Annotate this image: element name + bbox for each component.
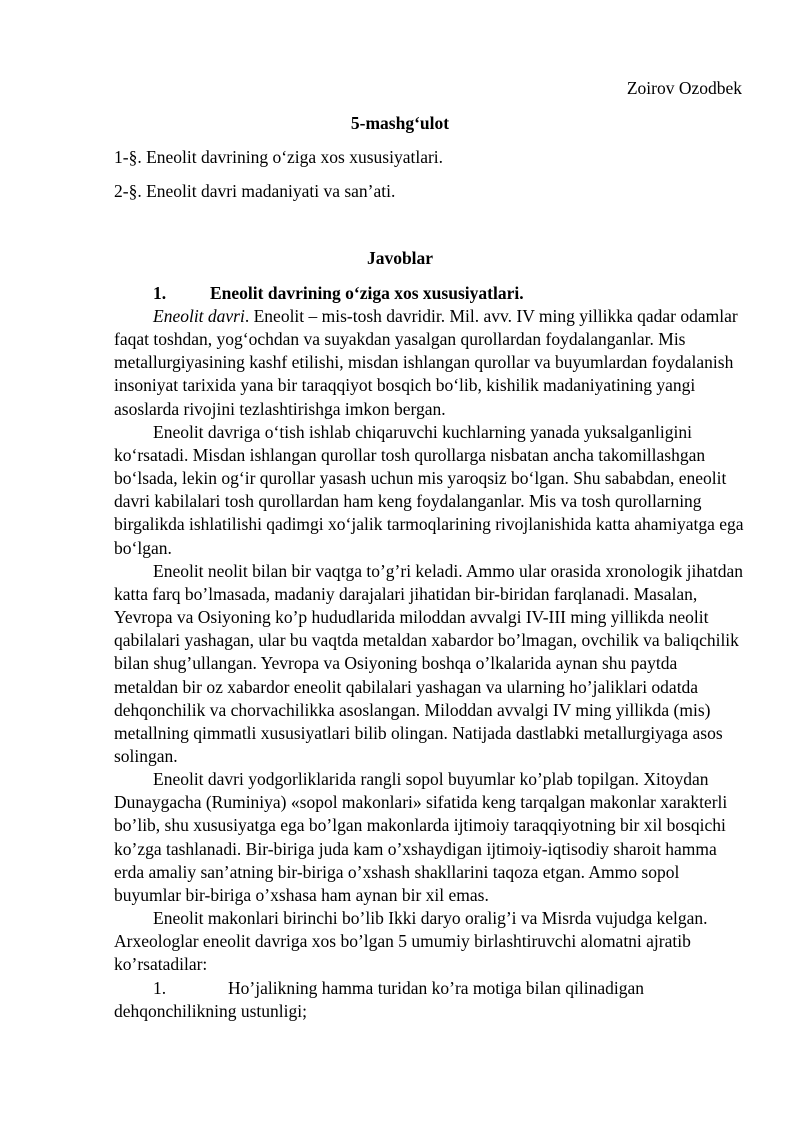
paragraph-3: Eneolit neolit bilan bir vaqtga to’g’ri keladi. Ammo ular orasida xronologik jihatdan katta farq bo’lmasada, madaniy darajalari jihatidan bir-biridan farqlanadi. Masalan, Yevropa va Osiyoning ko’p hududlarida miloddan avvalgi IV-III ming yillikda neolit qabilalari yashagan, ular bu vaqtda metaldan xabardor bo’lmagan, ovchilik va baliqchilik bilan shug’ullangan. Yevropa va Osiyoning boshqa o’lkalarida aynan shu paytda metaldan bir oz xabardor eneolit qabilalari yashagan va ularning ho’jaliklari odatda dehqonchilik va chorvachilikka asoslangan. Miloddan avvalgi IV ming yillikda (mis) metallning qimmatli xususiyatlari bilib olingan. Natijada dastlabki metallurgiyaga asos solingan. — [114, 560, 744, 766]
paragraph-text: . Eneolit – mis-tosh davridir. Mil. avv. IV ming yillikka qadar odamlar faqat toshdan, yog‘ochdan va suyakdan yasalgan qurollardan foydalanganlar. Mis metallurgiyasining kashf etilishi, misdan ishlangan qurollar va buyumlardan foydalanish insoniyat tarixida yana bir taraqqiyot bosqich bo‘lib, kishilik madaniyatining yangi asoslarda rivojini tezlashtirishga imkon bergan. — [114, 306, 738, 419]
paragraph-4: Eneolit davri yodgorliklarida rangli sopol buyumlar ko’plab topilgan. Xitoydan Dunaygacha (Ruminiya) «sopol makonlari» sifatida keng tarqalgan makonlar xarakterli bo’lib, shu xususiyatga ega bo’lgan makonlarda ijtimoiy taraqqiyotning bir xil bosqichi ko’zga tashlanadi. Bir-biriga juda kam o’xshaydigan ijtimoiy-iqtisodiy sharoit hamma erda amaliy san’atning bir-biriga o’xshash shakllarini taqoza etgan. Ammo sopol buyumlar bir-biriga o’xshasa ham aynan bir xil emas. — [114, 769, 728, 905]
plan-item-2: 2-§. Eneolit davri madaniyati va san’ati. — [114, 181, 396, 201]
paragraph-2: Eneolit davriga o‘tish ishlab chiqaruvchi kuchlarning yanada yuksalganligini ko‘rsatadi. Misdan ishlangan qurollar tosh qurollarga nisbatan ancha takomillashgan bo‘lsada, lekin og‘ir qurollar yasash uchun mis yaroqsiz bo‘lgan. Shu sababdan, eneolit davri kabilalari tosh qurollardan ham keng foydalanganlar. Mis va tosh qurollarning birgalikda ishlatilishi qadimgi xo‘jalik tarmoqlarining rivojlanishida katta ahamiyatga ega bo‘lgan. — [114, 421, 744, 558]
document-title: 5-mashg‘ulot — [350, 113, 450, 133]
plan-item-1: 1-§. Eneolit davrining o‘ziga xos xususiyatlari. — [114, 147, 444, 167]
section-heading — [153, 282, 524, 305]
list-item-1 — [114, 977, 744, 1023]
body-text — [114, 305, 744, 1023]
list-item-number: 1. — [153, 977, 167, 998]
list-item-text: Ho’jalikning hamma turidan ko’ra motiga bilan qilinadigan dehqonchilikning ustunligi; — [114, 977, 645, 1021]
section-title: Eneolit davrining o‘ziga xos xususiyatlari. — [210, 283, 524, 303]
answers-heading: Javoblar — [366, 248, 434, 268]
author-name: Zoirov Ozodbek — [626, 78, 742, 98]
paragraph-1 — [114, 305, 744, 421]
paragraph-lead: Eneolit davri — [153, 306, 245, 326]
section-number: 1. — [153, 283, 167, 303]
paragraph-5: Eneolit makonlari birinchi bo’lib Ikki daryo oralig’i va Misrda vujudga kelgan. Arxeologlar eneolit davriga xos bo’lgan 5 umumiy birlashtiruvchi alomatni ajratib ko’rsatadilar: — [114, 908, 708, 975]
